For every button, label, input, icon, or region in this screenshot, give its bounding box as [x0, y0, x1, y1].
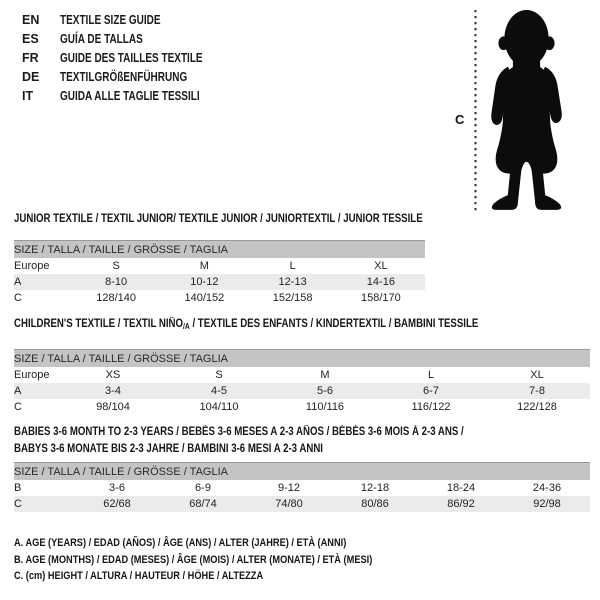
table-row [14, 274, 425, 290]
language-code: FR [22, 50, 39, 65]
measurement-legend [14, 537, 441, 587]
babies-size-table [14, 462, 590, 512]
height-label-c: C [455, 112, 465, 127]
guide-title: TEXTILE SIZE GUIDE [60, 12, 161, 27]
language-code: IT [22, 88, 34, 103]
junior-section-title: JUNIOR TEXTILE / TEXTIL JUNIOR/ TEXTILE JUNIOR / JUNIORTEXTIL / JUNIOR TESSILE [14, 213, 423, 225]
table-cell: 158/170 [360, 292, 401, 304]
table-cell: 4-5 [166, 383, 272, 399]
table-cell: L [427, 369, 435, 381]
guide-title: TEXTILGRÖßENFÜHRUNG [60, 69, 188, 84]
nino-a-subscript: /A [183, 322, 190, 331]
language-row [22, 29, 238, 48]
table-cell: 18-24 [446, 482, 476, 494]
height-measure-figure [450, 4, 600, 216]
table-cell: 6-7 [378, 383, 484, 399]
table-cell: XL [530, 369, 544, 381]
children-size-table [14, 349, 590, 415]
table-cell: 3-4 [60, 383, 166, 399]
language-code: EN [22, 12, 40, 27]
table-cell: XS [105, 369, 121, 381]
legend-line-c: C. (cm) HEIGHT / ALTURA / HAUTEUR / HÖHE / ALTEZZA [14, 570, 264, 582]
table-cell: 14-16 [337, 274, 425, 290]
table-row [14, 383, 590, 399]
table-cell: 62/68 [74, 496, 160, 512]
table-cell: S [112, 260, 120, 272]
language-row [22, 86, 238, 105]
table-cell: 110/116 [305, 401, 345, 413]
table-cell: 86/92 [418, 496, 504, 512]
table-row [14, 399, 590, 415]
table-row [14, 367, 590, 383]
language-row [22, 10, 238, 29]
table-cell: 98/104 [96, 401, 130, 413]
table-cell: 5-6 [272, 383, 378, 399]
babies-section-title: BABIES 3-6 MONTH TO 2-3 YEARS / BEBÉS 3-6 MESES A 2-3 AÑOS / BÉBÉS 3-6 MOIS À 2-3 ANS / BABYS 3-6 MONATE BIS 2-3 JAHRE / BAMBINI 3-6 MESI A 2-3 ANNI [14, 426, 464, 455]
legend-line-b: B. AGE (MONTHS) / EDAD (MESES) / ÂGE (MOIS) / ALTER (MONATE) / ETÀ (MESI) [14, 553, 373, 566]
row-label: B [14, 482, 22, 494]
guide-title: GUÍA DE TALLAS [60, 31, 143, 46]
guide-title: GUIDE DES TAILLES TEXTILE [60, 50, 203, 65]
table-cell: 140/152 [184, 292, 225, 304]
language-title-list [22, 10, 238, 105]
language-code: ES [22, 31, 39, 46]
table-cell: 3-6 [109, 482, 125, 494]
language-row [22, 67, 238, 86]
table-cell: 6-9 [195, 482, 211, 494]
table-cell: 68/74 [160, 496, 246, 512]
table-cell: 12-13 [249, 274, 337, 290]
row-label: A [14, 383, 60, 399]
table-cell: M [199, 260, 209, 272]
table-cell: 80/86 [332, 496, 418, 512]
row-label: Europe [14, 369, 50, 381]
legend-line-a: A. AGE (YEARS) / EDAD (AÑOS) / ÂGE (ANS) / ALTER (JAHRE) / ETÀ (ANNI) [14, 537, 347, 549]
language-row [22, 48, 238, 67]
table-cell: 8-10 [72, 274, 160, 290]
table-cell: 10-12 [160, 274, 248, 290]
table-row [14, 290, 425, 306]
row-label: C [14, 401, 22, 413]
junior-size-table [14, 240, 425, 306]
table-cell: 128/140 [96, 292, 136, 304]
baby-body-shape [491, 10, 562, 210]
row-label: A [14, 274, 72, 290]
children-section-title: CHILDREN'S TEXTILE / TEXTIL NIÑO/A / TEXTILE DES ENFANTS / KINDERTEXTIL / BAMBINI TESSILE [14, 318, 479, 331]
language-code: DE [22, 69, 40, 84]
row-label: C [14, 292, 22, 304]
table-row [14, 496, 590, 512]
table-cell: M [320, 369, 330, 381]
table-cell: 92/98 [504, 496, 590, 512]
table-cell: L [289, 260, 296, 272]
table-cell: 12-18 [360, 482, 390, 494]
table-cell: 24-36 [532, 482, 562, 494]
size-header-band: SIZE / TALLA / TAILLE / GRÖSSE / TAGLIA [14, 350, 590, 368]
baby-silhouette-icon [450, 4, 600, 216]
size-header-band: SIZE / TALLA / TAILLE / GRÖSSE / TAGLIA [14, 463, 590, 481]
table-cell: 9-12 [277, 482, 301, 494]
table-cell: 116/122 [411, 401, 451, 413]
row-label: C [14, 496, 74, 512]
guide-title: GUIDA ALLE TAGLIE TESSILI [60, 88, 200, 103]
table-cell: 7-8 [484, 383, 590, 399]
table-row [14, 258, 425, 274]
row-label: Europe [14, 260, 50, 272]
table-cell: 104/110 [199, 401, 239, 413]
table-cell: XL [374, 260, 388, 272]
table-cell: 152/158 [272, 292, 313, 304]
table-cell: 122/128 [517, 401, 557, 413]
table-cell: S [215, 369, 223, 381]
table-cell: 74/80 [246, 496, 332, 512]
table-row [14, 480, 590, 496]
size-header-band: SIZE / TALLA / TAILLE / GRÖSSE / TAGLIA [14, 241, 425, 259]
